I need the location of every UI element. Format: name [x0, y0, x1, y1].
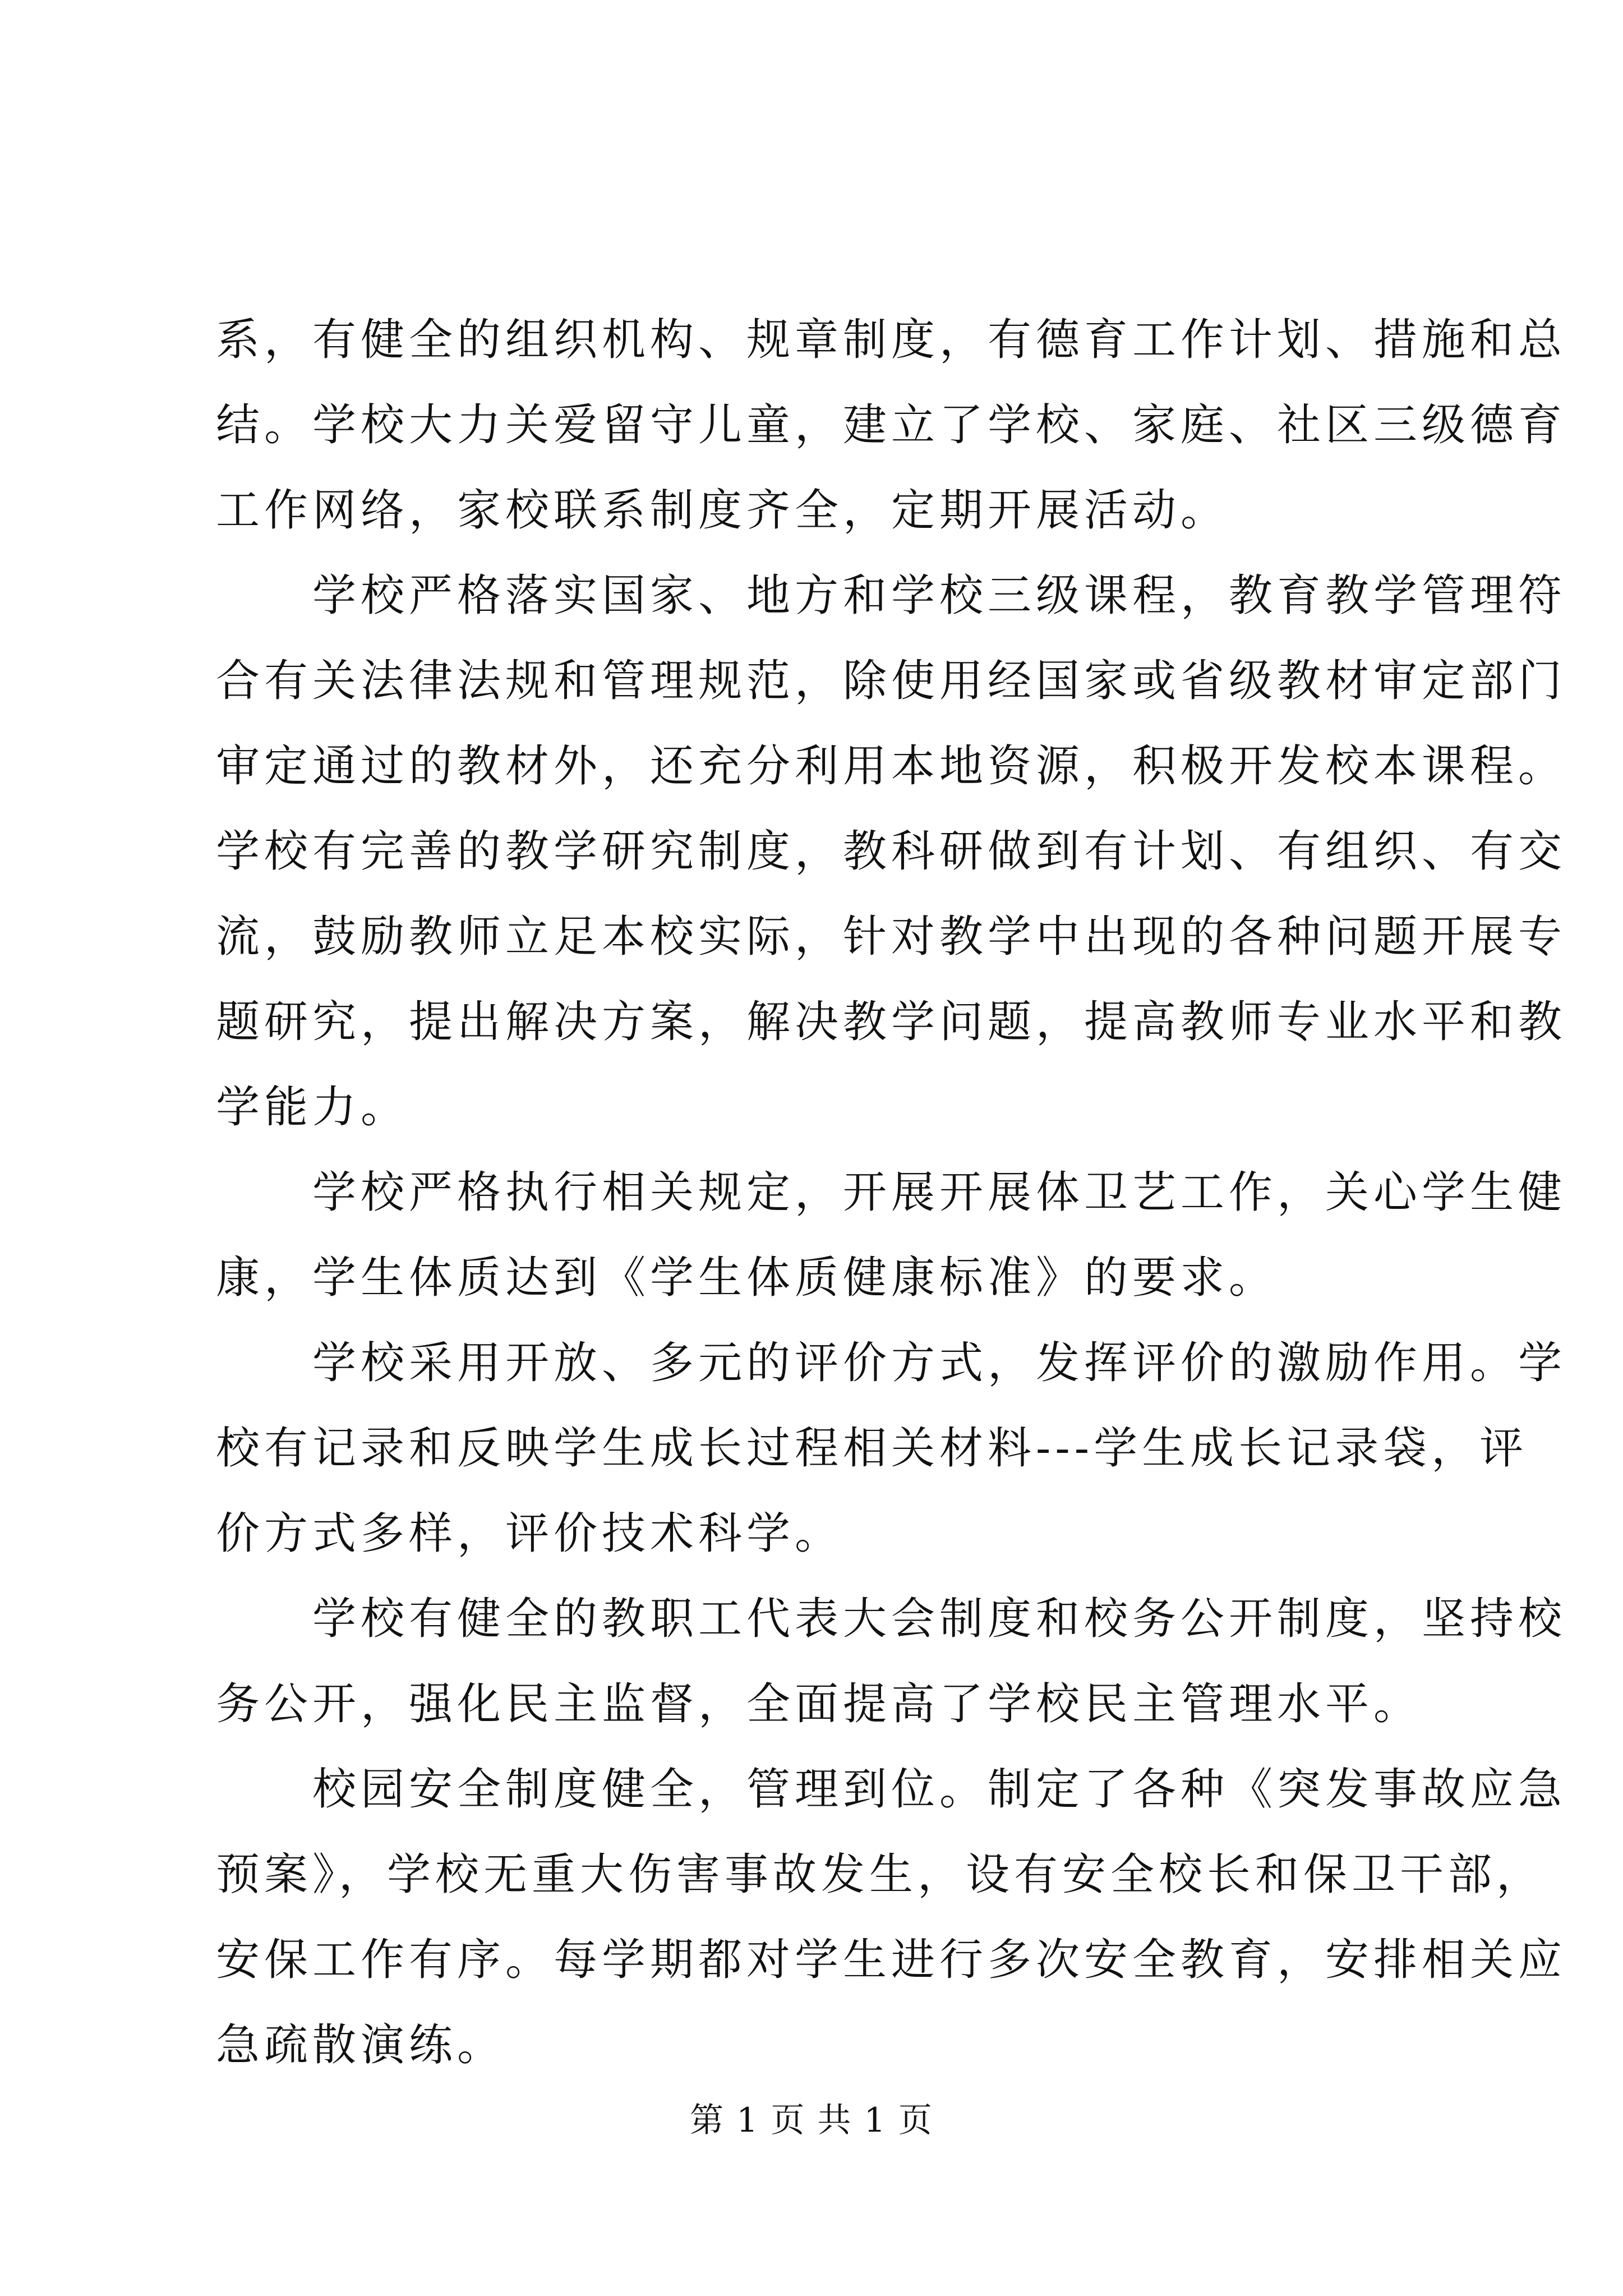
text-line: 价方式多样，评价技术科学。 — [216, 1508, 843, 1559]
text-line: 学校有健全的教职工代表大会制度和校务公开制度，坚持校 — [216, 1594, 1567, 1644]
text-line: 务公开，强化民主监督，全面提高了学校民主管理水平。 — [216, 1679, 1422, 1729]
document-body — [216, 297, 1567, 2088]
text-line: 工作网络，家校联系制度齐全，定期开展活动。 — [216, 485, 1229, 536]
text-line: 题研究，提出解决方案，解决教学问题，提高教师专业水平和教 — [216, 997, 1567, 1047]
text-line: 流，鼓励教师立足本校实际，针对教学中出现的各种问题开展专 — [216, 912, 1567, 962]
text-line: 预案》，学校无重大伤害事故发生，设有安全校长和保卫干部， — [216, 1849, 1545, 1900]
text-line: 安保工作有序。每学期都对学生进行多次安全教育，安排相关应 — [216, 1935, 1567, 1985]
text-line: 学校严格落实国家、地方和学校三级课程，教育教学管理符 — [216, 570, 1567, 621]
text-line: 学校严格执行相关规定，开展开展体卫艺工作，关心学生健 — [216, 1167, 1567, 1218]
text-line: 审定通过的教材外，还充分利用本地资源，积极开发校本课程。 — [216, 741, 1567, 792]
text-line: 结。学校大力关爱留守儿童，建立了学校、家庭、社区三级德育 — [216, 400, 1567, 450]
text-line: 急疏散演练。 — [216, 2020, 506, 2070]
page-footer: 第 1 页 共 1 页 — [690, 2101, 933, 2140]
text-line: 系，有健全的组织机构、规章制度，有德育工作计划、措施和总 — [216, 315, 1567, 365]
text-line: 康，学生体质达到《学生体质健康标准》的要求。 — [216, 1253, 1278, 1303]
text-line: 学能力。 — [216, 1082, 409, 1133]
text-line: 校园安全制度健全，管理到位。制定了各种《突发事故应急 — [216, 1764, 1567, 1815]
text-line: 合有关法律法规和管理规范，除使用经国家或省级教材审定部门 — [216, 656, 1567, 706]
text-line: 校有记录和反映学生成长过程相关材料---学生成长记录袋，评 — [216, 1423, 1528, 1474]
text-line: 学校采用开放、多元的评价方式，发挥评价的激励作用。学 — [216, 1338, 1567, 1388]
text-line: 学校有完善的教学研究制度，教科研做到有计划、有组织、有交 — [216, 826, 1567, 877]
